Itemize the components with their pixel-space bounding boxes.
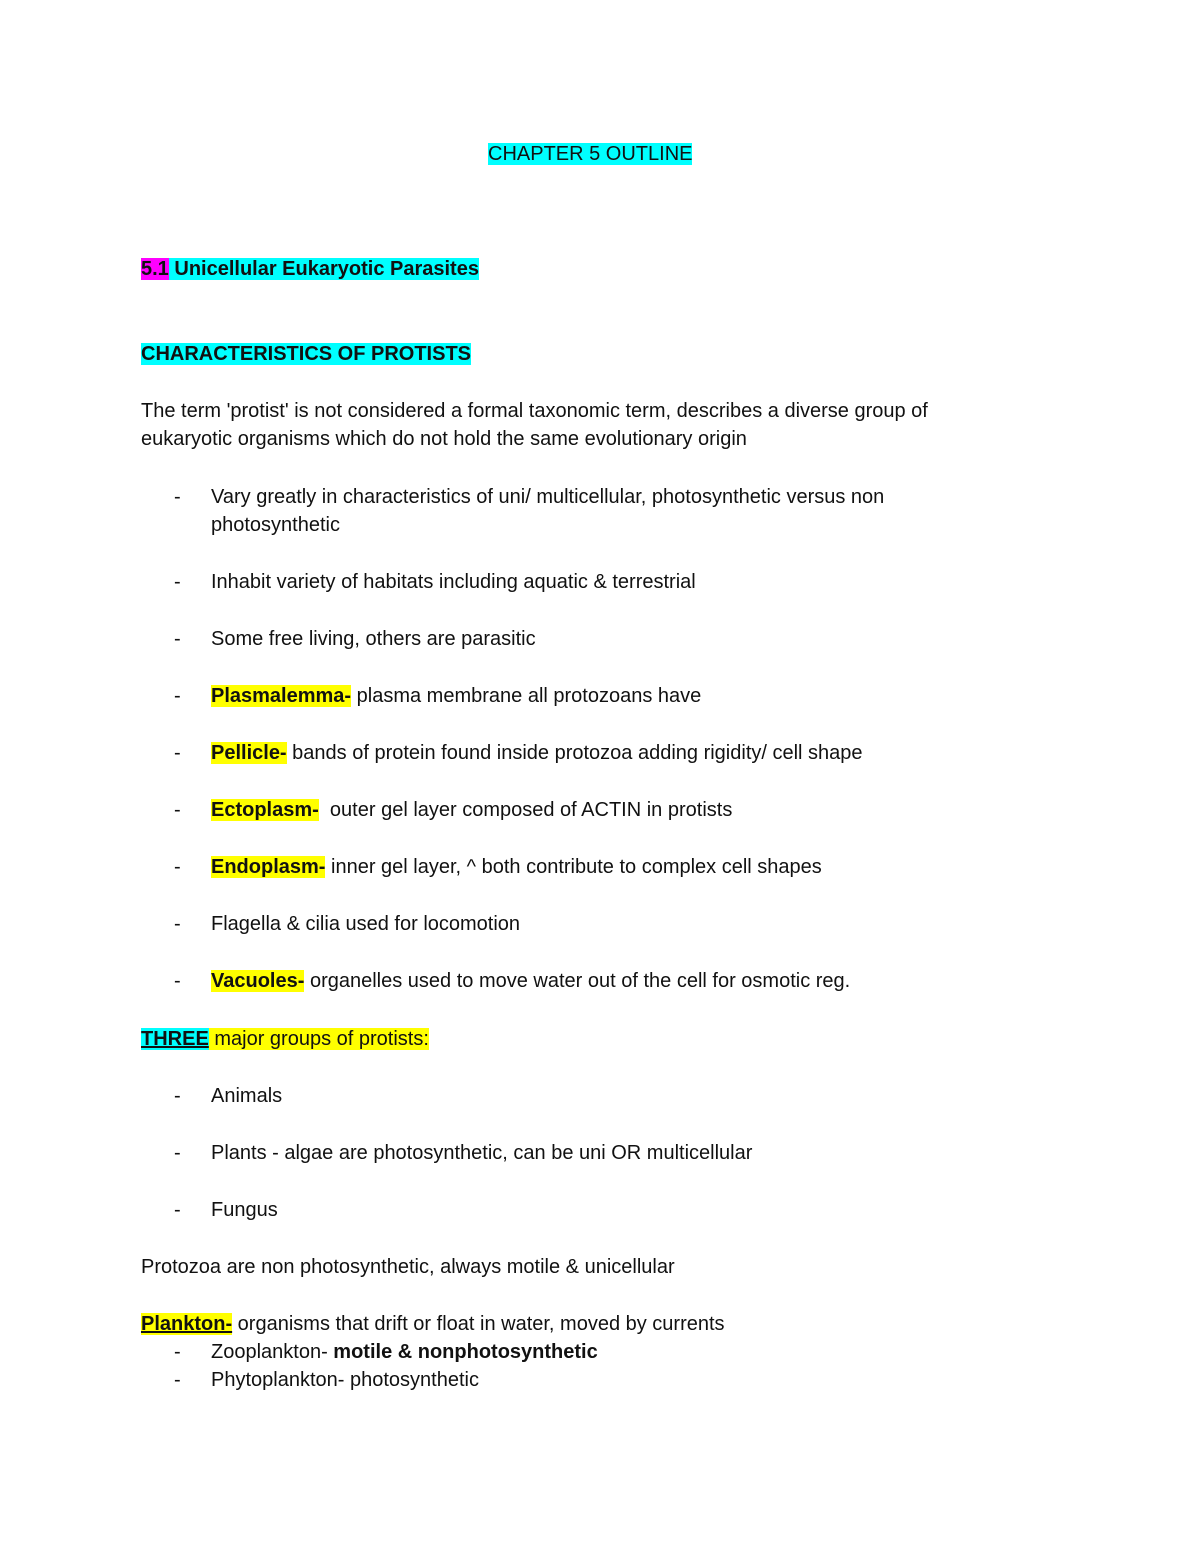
zooplankton-bold: motile & nonphotosynthetic: [333, 1341, 598, 1363]
bullet-4: [211, 682, 701, 710]
term-ectoplasm: Ectoplasm-: [211, 799, 319, 821]
bullet-dash: -: [174, 1085, 181, 1107]
section-heading: [141, 255, 479, 283]
bullet-7-text: inner gel layer, ^ both contribute to complex cell shapes: [325, 856, 822, 878]
bullet-5-text: bands of protein found inside protozoa adding rigidity/ cell shape: [286, 742, 863, 764]
bullet-6: [211, 796, 732, 824]
bullet-dash: -: [174, 799, 181, 821]
bullet-dash: -: [174, 571, 181, 593]
plankton-text: organisms that drift or float in water, moved by currents: [232, 1313, 725, 1335]
bullet-dash: -: [174, 486, 181, 508]
bullet-dash: -: [174, 1142, 181, 1164]
bullet-dash: -: [174, 856, 181, 878]
chapter-title: [488, 140, 692, 168]
bullet-dash: -: [174, 1341, 181, 1363]
bullet-7: [211, 853, 822, 881]
bullet-1-line-1: Vary greatly in characteristics of uni/ multicellular, photosynthetic versus non: [211, 486, 885, 508]
bullet-3: Some free living, others are parasitic: [211, 628, 536, 650]
bullet-dash: -: [174, 1199, 181, 1221]
characteristics-heading-text: CHARACTERISTICS OF PROTISTS: [141, 343, 472, 365]
intro-line-1: The term 'protist' is not considered a formal taxonomic term, describes a diverse group of: [141, 400, 928, 422]
term-endoplasm: Endoplasm-: [211, 856, 326, 878]
term-plankton: Plankton-: [141, 1313, 233, 1335]
zooplankton-label: Zooplankton-: [211, 1341, 334, 1363]
bullet-dash: -: [174, 913, 181, 935]
bullet-9: [211, 967, 850, 995]
bullet-dash: -: [174, 742, 181, 764]
term-vacuoles: Vacuoles-: [211, 970, 305, 992]
group-animals: Animals: [211, 1085, 283, 1107]
term-plasmalemma: Plasmalemma-: [211, 685, 352, 707]
bullet-dash: -: [174, 628, 181, 650]
groups-heading: [141, 1025, 429, 1053]
group-plants: Plants - algae are photosynthetic, can be uni OR multicellular: [211, 1142, 753, 1164]
plankton-line: [141, 1310, 725, 1338]
bullet-dash: -: [174, 1369, 181, 1391]
section-number: 5.1: [141, 258, 169, 280]
group-fungus: Fungus: [211, 1199, 278, 1221]
groups-three: THREE: [141, 1028, 209, 1050]
characteristics-heading: [141, 340, 471, 368]
zooplankton-item: [211, 1338, 598, 1366]
bullet-6-text: outer gel layer composed of ACTIN in protists: [318, 799, 733, 821]
bullet-dash: -: [174, 685, 181, 707]
intro-line-2: eukaryotic organisms which do not hold the same evolutionary origin: [141, 428, 747, 450]
bullet-9-text: organelles used to move water out of the cell for osmotic reg.: [304, 970, 851, 992]
term-pellicle: Pellicle-: [211, 742, 287, 764]
bullet-dash: -: [174, 970, 181, 992]
bullet-5: [211, 739, 863, 767]
bullet-1-line-2: photosynthetic: [211, 514, 340, 536]
bullet-8: Flagella & cilia used for locomotion: [211, 913, 521, 935]
section-title: Unicellular Eukaryotic Parasites: [168, 258, 479, 280]
groups-heading-text: major groups of protists:: [208, 1028, 429, 1050]
bullet-4-text: plasma membrane all protozoans have: [351, 685, 702, 707]
protozoa-text: Protozoa are non photosynthetic, always motile & unicellular: [141, 1256, 675, 1278]
bullet-2: Inhabit variety of habitats including aquatic & terrestrial: [211, 571, 696, 593]
chapter-title-text: CHAPTER 5 OUTLINE: [488, 143, 693, 165]
phytoplankton-item: Phytoplankton- photosynthetic: [211, 1369, 479, 1391]
